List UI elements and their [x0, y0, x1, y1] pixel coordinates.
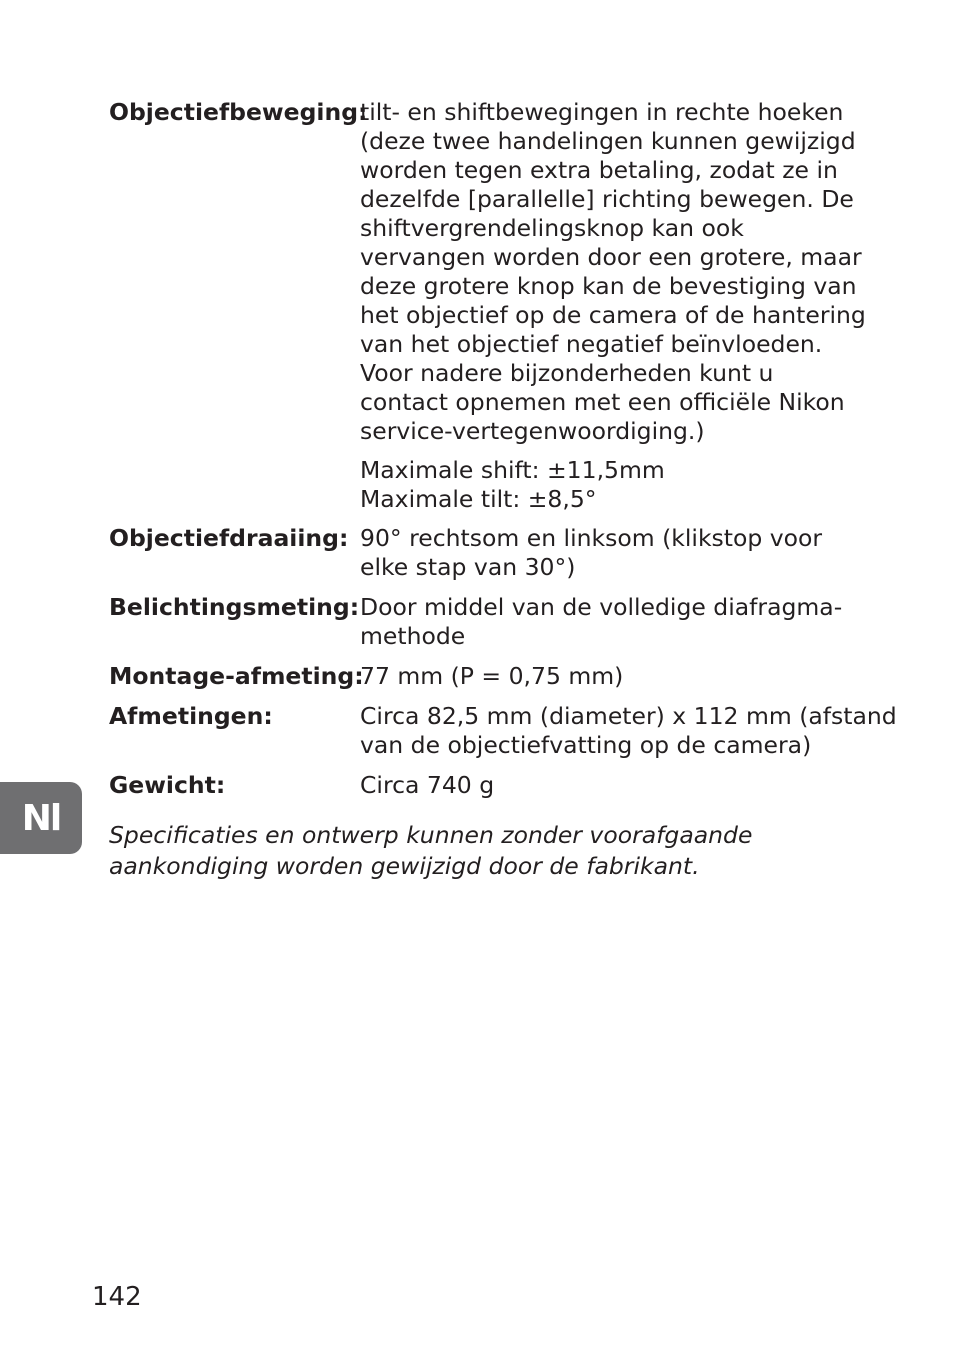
spec-value-line: Circa 740 g	[360, 771, 495, 799]
footnote-line: aankondiging worden gewijzigd door de fabrikant.	[109, 852, 700, 880]
spec-value-line: Circa 82,5 mm (diameter) x 112 mm (afstand	[360, 702, 897, 730]
spec-value-line: elke stap van 30°)	[360, 553, 576, 581]
spec-value-line: Door middel van de volledige diafragma-	[360, 593, 843, 621]
spec-value-line: contact opnemen met een officiële Nikon	[360, 388, 845, 416]
spec-label: Objectiefdraaiing:	[109, 524, 349, 552]
spec-value	[360, 771, 855, 800]
spec-value-line: 90° rechtsom en linksom (klikstop voor	[360, 524, 823, 552]
spec-value	[360, 702, 897, 760]
spec-value	[360, 524, 855, 582]
spec-value-line: het objectief op de camera of de hantering	[360, 301, 866, 329]
language-tab-label: Nl	[21, 797, 61, 839]
spec-value-line: deze grotere knop kan de bevestiging van	[360, 272, 857, 300]
spec-value-line: worden tegen extra betaling, zodat ze in	[360, 156, 838, 184]
spec-label: Belichtingsmeting:	[109, 593, 360, 621]
spec-value	[360, 662, 855, 691]
footnote	[109, 820, 849, 882]
spec-value-line: 77 mm (P = 0,75 mm)	[360, 662, 624, 690]
spec-label: Montage-afmeting:	[109, 662, 364, 690]
spec-label: Afmetingen:	[109, 702, 273, 730]
paragraph-gap	[360, 446, 855, 456]
spec-value-line: (deze twee handelingen kunnen gewijzigd	[360, 127, 856, 155]
max-shift-line: Maximale shift: ±11,5mm	[360, 456, 665, 484]
footnote-line: Specificaties en ontwerp kunnen zonder voorafgaande	[109, 821, 753, 849]
spec-value-line: van het objectief negatief beïnvloeden.	[360, 330, 823, 358]
spec-label: Objectiefbeweging:	[109, 98, 368, 126]
spec-value-line: Voor nadere bijzonderheden kunt u	[360, 359, 774, 387]
spec-value-line: tilt- en shiftbewegingen in rechte hoeken	[360, 98, 844, 126]
spec-label: Gewicht:	[109, 771, 226, 799]
spec-value-line: van de objectiefvatting op de camera)	[360, 731, 812, 759]
spec-value	[360, 593, 855, 651]
spec-value-line: vervangen worden door een grotere, maar	[360, 243, 862, 271]
spec-value-line: shiftvergrendelingsknop kan ook	[360, 214, 744, 242]
spec-value-line: methode	[360, 622, 466, 650]
max-tilt-line: Maximale tilt: ±8,5°	[360, 485, 597, 513]
spec-value-line: service-vertegenwoordiging.)	[360, 417, 705, 445]
page-number: 142	[92, 1282, 142, 1312]
spec-value	[360, 98, 866, 514]
language-tab	[0, 782, 82, 854]
spec-value-line: dezelfde [parallelle] richting bewegen. De	[360, 185, 854, 213]
